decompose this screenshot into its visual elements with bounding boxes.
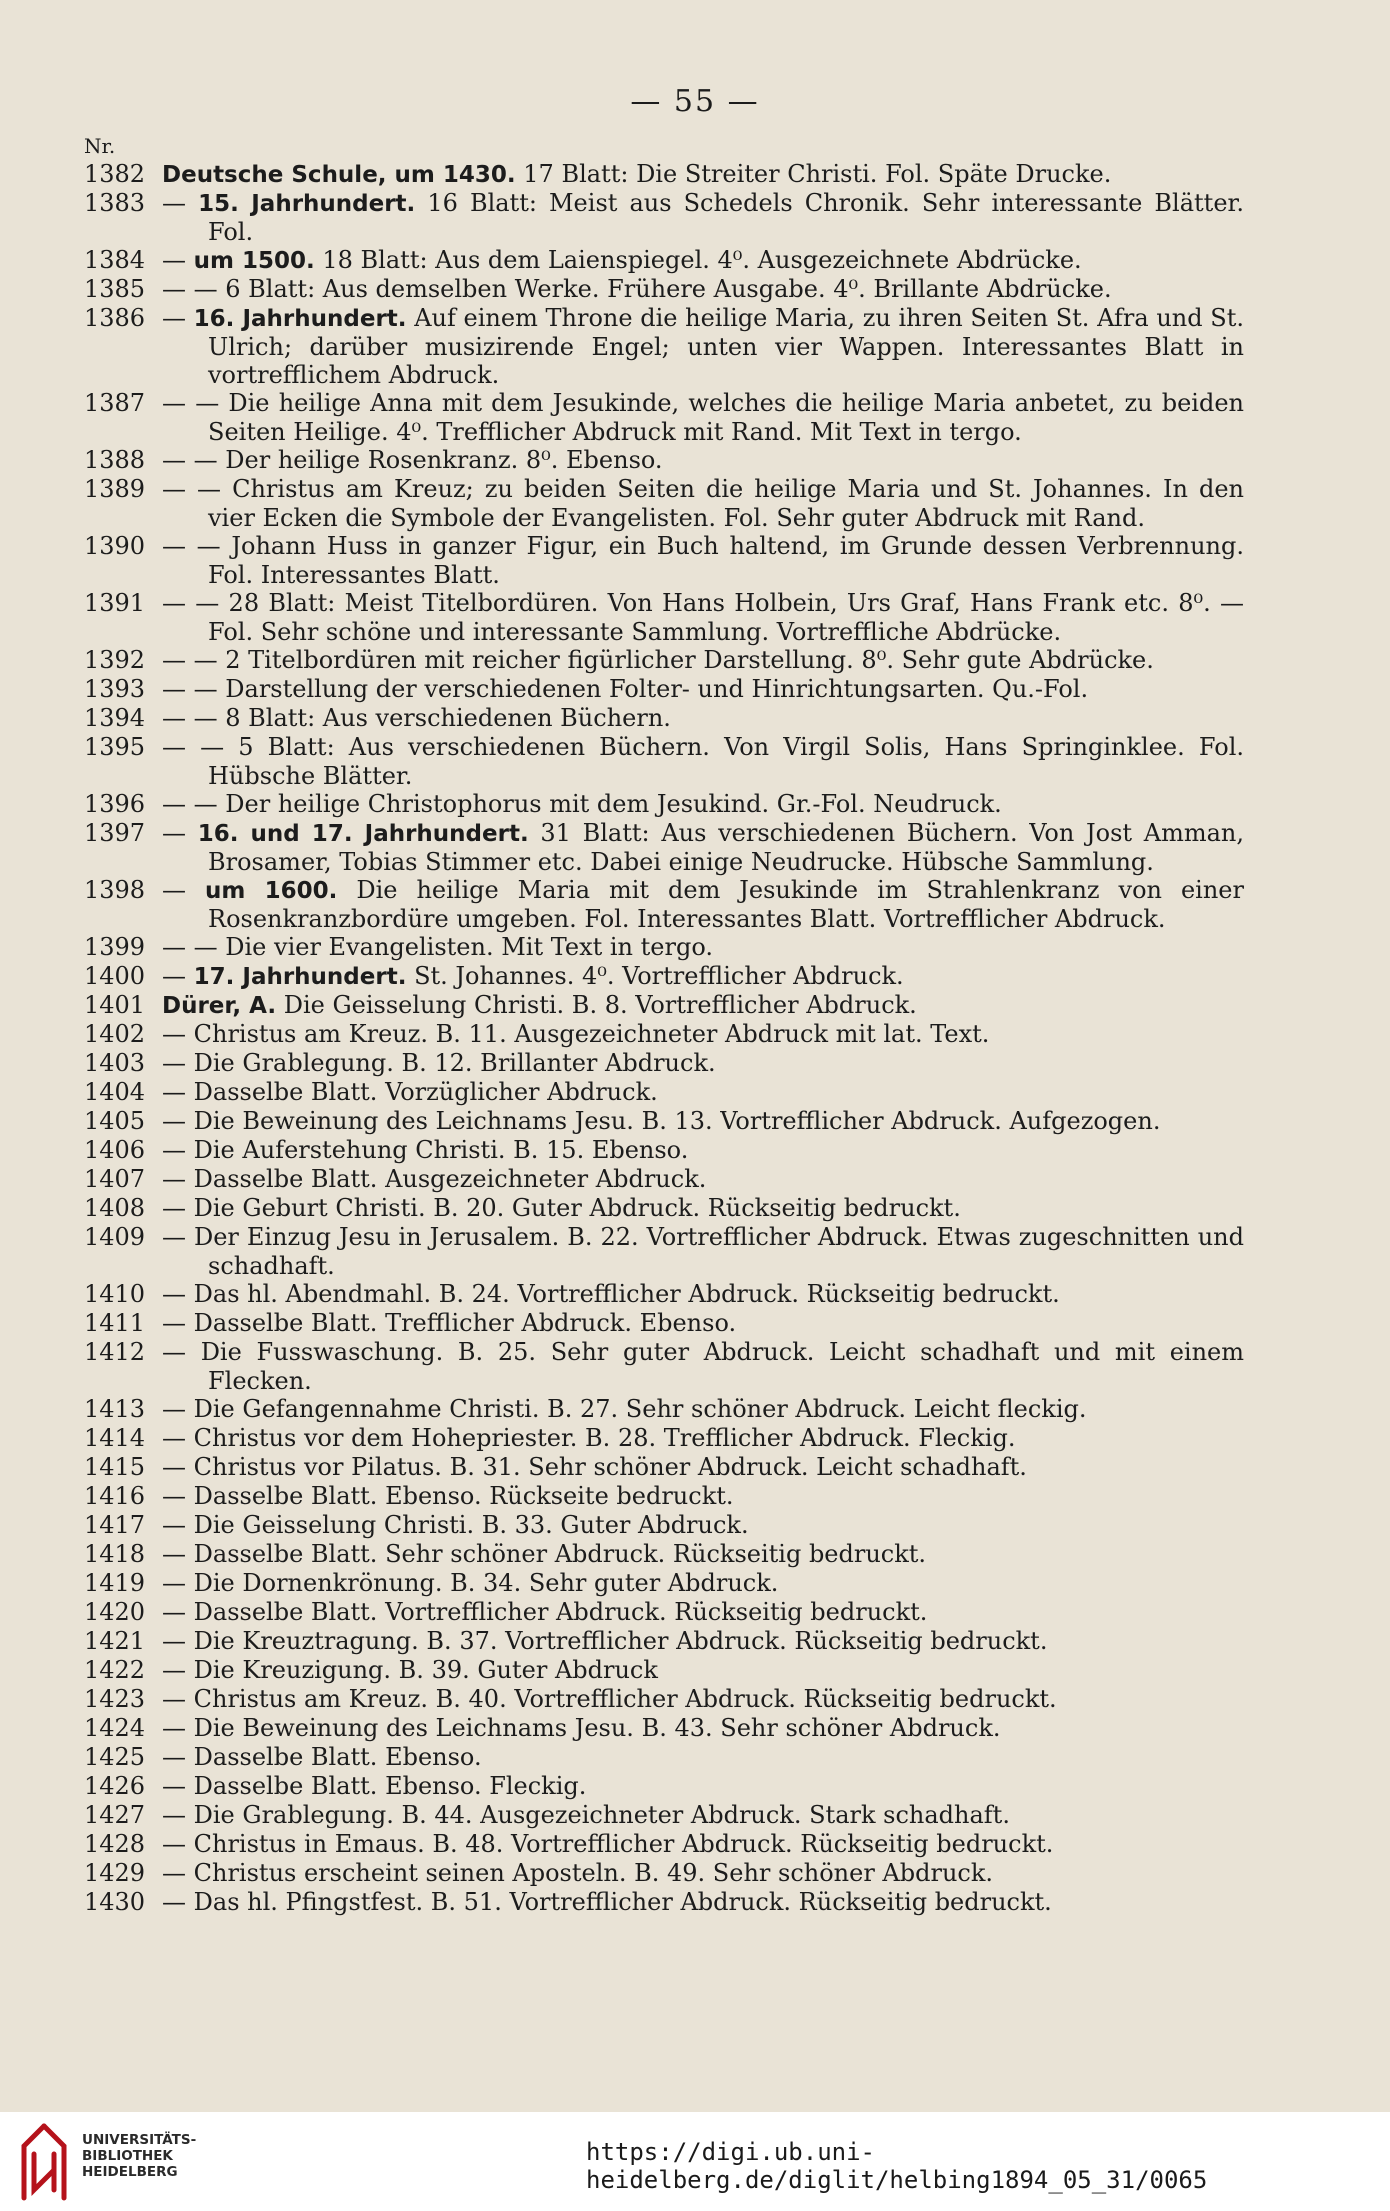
entry-number: 1388 [84,446,146,474]
entry-text: Die Kreuzigung. B. 39. Guter Abdruck [193,1656,658,1684]
catalog-entry [84,1627,1244,1656]
entry-text: Dasselbe Blatt. Ausgezeichneter Abdruck. [193,1165,707,1193]
entry-ditto-dash: — [162,1424,194,1452]
entry-ditto-dash: — [162,1309,194,1337]
entry-number: 1383 [84,189,146,217]
catalog-entry [84,1107,1244,1136]
catalog-entry [84,1338,1244,1395]
entry-text: Die Geisselung Christi. B. 33. Guter Abdruck. [193,1511,749,1539]
entry-description [162,1338,1244,1395]
entry-text: Die Geisselung Christi. B. 8. Vortrefflicher Abdruck. [276,991,917,1019]
catalog-entry [84,790,1244,819]
entry-number: 1415 [84,1453,146,1481]
catalog-entry [84,1830,1244,1859]
entry-description [162,1020,1244,1049]
entry-number: 1416 [84,1482,146,1510]
entry-description [162,246,1244,275]
entry-description [162,1165,1244,1194]
entry-ditto-dash: — [162,1136,194,1164]
entry-ditto-dash: — — [162,446,226,474]
entry-number: 1425 [84,1743,146,1771]
entry-ditto-dash: — [162,304,194,332]
entry-number: 1429 [84,1859,146,1887]
entry-text: Christus in Emaus. B. 48. Vortrefflicher Abdruck. Rückseitig bedruckt. [193,1830,1054,1858]
entry-text: 6 Blatt: Aus demselben Werke. Frühere Ausgabe. 4⁰. Brillante Abdrücke. [225,275,1112,303]
library-logo-icon [14,2120,74,2204]
entry-text: Die Grablegung. B. 44. Ausgezeichneter Abdruck. Stark schadhaft. [193,1801,1010,1829]
institution-line-2: BIBLIOTHEK [82,2148,173,2164]
entry-number: 1399 [84,933,146,961]
entry-heading: um 1500. [193,248,315,274]
entry-text: Christus erscheint seinen Aposteln. B. 49. Sehr schöner Abdruck. [193,1859,994,1887]
entry-description [162,1049,1244,1078]
catalog-entry [84,475,1244,532]
catalog-entry [84,246,1244,275]
entry-description [162,933,1244,962]
entry-text: Christus am Kreuz. B. 40. Vortrefflicher Abdruck. Rückseitig bedruckt. [193,1685,1057,1713]
entry-ditto-dash: — [162,1049,194,1077]
entry-ditto-dash: — [162,1569,194,1597]
entry-ditto-dash: — [162,1627,194,1655]
catalog-entry [84,1309,1244,1338]
entry-number: 1422 [84,1656,146,1684]
entry-ditto-dash: — [162,1511,194,1539]
entry-heading: Dürer, A. [162,993,277,1019]
entry-number: 1397 [84,819,146,847]
entry-text: Die vier Evangelisten. Mit Text in tergo. [225,933,713,961]
entry-description [162,1627,1244,1656]
entry-ditto-dash: — [162,1194,194,1222]
entry-ditto-dash: — [162,1482,194,1510]
entry-ditto-dash: — [162,1830,194,1858]
catalog-entry [84,1424,1244,1453]
entry-description [162,589,1244,646]
entry-description [162,1685,1244,1714]
entry-text: Die Kreuztragung. B. 37. Vortrefflicher Abdruck. Rückseitig bedruckt. [193,1627,1048,1655]
entry-description [162,1569,1244,1598]
entry-number: 1390 [84,532,146,560]
entry-number: 1424 [84,1714,146,1742]
entry-text: Christus am Kreuz. B. 11. Ausgezeichneter Abdruck mit lat. Text. [193,1020,990,1048]
entry-number: 1427 [84,1801,146,1829]
entry-ditto-dash: — [162,1743,194,1771]
entry-ditto-dash: — [162,1280,194,1308]
catalog-entry [84,1714,1244,1743]
entry-ditto-dash: — [162,1598,194,1626]
catalog-entry [84,446,1244,475]
entry-number: 1389 [84,475,146,503]
catalog-entry [84,1772,1244,1801]
entry-number: 1403 [84,1049,146,1077]
entry-ditto-dash: — [162,1888,194,1916]
entry-ditto-dash: — [162,1338,201,1366]
entry-number: 1394 [84,704,146,732]
entry-description [162,876,1244,933]
entry-description [162,1656,1244,1685]
entry-description [162,1223,1244,1280]
entry-description [162,1772,1244,1801]
catalog-entry [84,304,1244,389]
entry-ditto-dash: — [162,1223,194,1251]
entry-text: Die heilige Anna mit dem Jesukinde, welches die heilige Maria anbetet, zu beiden Seiten Heilige. 4⁰. Trefflicher Abdruck mit Rand. Mit Text in tergo. [208,389,1244,446]
entry-number: 1421 [84,1627,146,1655]
entry-description [162,704,1244,733]
entry-ditto-dash: — — [162,475,233,503]
entry-ditto-dash: — — [162,589,229,617]
catalog-entry [84,1453,1244,1482]
entry-description [162,389,1244,446]
entry-number: 1419 [84,1569,146,1597]
entry-ditto-dash: — [162,819,198,847]
entry-number: 1408 [84,1194,146,1222]
entry-text: Die Beweinung des Leichnams Jesu. B. 13. Vortrefflicher Abdruck. Aufgezogen. [193,1107,1161,1135]
entry-text: Die Fusswaschung. B. 25. Sehr guter Abdruck. Leicht schadhaft und mit einem Flecken. [200,1338,1244,1395]
entry-number: 1407 [84,1165,146,1193]
entry-description [162,1743,1244,1772]
entry-text: 17 Blatt: Die Streiter Christi. Fol. Späte Drucke. [515,160,1112,188]
entry-description [162,1309,1244,1338]
entry-ditto-dash: — [162,1685,194,1713]
entry-description [162,475,1244,532]
catalog-entry [84,1685,1244,1714]
catalog-entry [84,189,1244,246]
entry-ditto-dash: — — [162,733,239,761]
entry-text: Dasselbe Blatt. Ebenso. Rückseite bedruckt. [193,1482,734,1510]
entry-description [162,304,1244,389]
entry-ditto-dash: — [162,1772,194,1800]
column-header-nr: Nr. [84,134,116,158]
entry-heading: um 1600. [204,878,338,904]
catalog-entry [84,532,1244,589]
entry-description [162,189,1244,246]
entry-text: Die Dornenkrönung. B. 34. Sehr guter Abdruck. [193,1569,779,1597]
entry-description [162,962,1244,991]
entry-ditto-dash: — — [162,675,226,703]
entry-number: 1398 [84,876,146,904]
entry-number: 1418 [84,1540,146,1568]
entry-ditto-dash: — — [162,704,226,732]
entry-number: 1395 [84,733,146,761]
catalog-entry [84,1888,1244,1917]
entry-heading: 17. Jahrhundert. [193,964,407,990]
entry-description [162,1136,1244,1165]
entry-number: 1382 [84,160,146,188]
entry-description [162,1714,1244,1743]
entry-text: Die Beweinung des Leichnams Jesu. B. 43. Sehr schöner Abdruck. [193,1714,1001,1742]
entry-description [162,160,1244,189]
entry-description [162,1511,1244,1540]
catalog-entry [84,1078,1244,1107]
entry-number: 1411 [84,1309,146,1337]
entry-heading: 15. Jahrhundert. [198,191,416,217]
catalog-entry [84,991,1244,1020]
entry-number: 1405 [84,1107,146,1135]
entry-text: Dasselbe Blatt. Sehr schöner Abdruck. Rückseitig bedruckt. [193,1540,927,1568]
permalink-url[interactable]: https://digi.ub.uni-heidelberg.de/diglit/helbing1894_05_31/0065 [586,2138,1208,2194]
catalog-entry [84,1020,1244,1049]
entry-text: Das hl. Pfingstfest. B. 51. Vortrefflicher Abdruck. Rückseitig bedruckt. [193,1888,1052,1916]
entry-ditto-dash: — — [162,532,232,560]
catalog-entry [84,1136,1244,1165]
catalog-entry [84,1801,1244,1830]
entry-text: 31 Blatt: Aus verschiedenen Büchern. Von Jost Amman, Brosamer, Tobias Stimmer etc. Dabei einige Neudrucke. Hübsche Sammlung. [208,819,1244,876]
entry-number: 1413 [84,1395,146,1423]
entry-number: 1402 [84,1020,146,1048]
entry-number: 1387 [84,389,146,417]
entry-text: Christus vor Pilatus. B. 31. Sehr schöner Abdruck. Leicht schadhaft. [193,1453,1027,1481]
entry-description [162,446,1244,475]
catalog-list [84,160,1244,1917]
entry-ditto-dash: — [162,1107,194,1135]
catalog-entry [84,389,1244,446]
catalog-entry [84,1165,1244,1194]
catalog-entry [84,1743,1244,1772]
entry-number: 1400 [84,962,146,990]
entry-text: Der heilige Christophorus mit dem Jesukind. Gr.-Fol. Neudruck. [225,790,1002,818]
entry-description [162,1801,1244,1830]
entry-text: Dasselbe Blatt. Ebenso. Fleckig. [193,1772,587,1800]
entry-ditto-dash: — [162,1395,194,1423]
catalog-entry [84,675,1244,704]
catalog-entry [84,1194,1244,1223]
entry-description [162,646,1244,675]
entry-number: 1404 [84,1078,146,1106]
catalog-entry [84,1859,1244,1888]
entry-text: Die heilige Maria mit dem Jesukinde im Strahlenkranz von einer Rosenkranzbordüre umgeben. Fol. Interessantes Blatt. Vortrefflicher Abdruck. [208,876,1244,933]
catalog-entry [84,160,1244,189]
entry-text: Die Gefangennahme Christi. B. 27. Sehr schöner Abdruck. Leicht fleckig. [193,1395,1087,1423]
catalog-entry [84,733,1244,790]
entry-number: 1406 [84,1136,146,1164]
entry-number: 1426 [84,1772,146,1800]
entry-text: Christus vor dem Hohepriester. B. 28. Trefflicher Abdruck. Fleckig. [193,1424,1016,1452]
entry-text: Dasselbe Blatt. Ebenso. [193,1743,482,1771]
entry-number: 1420 [84,1598,146,1626]
entry-ditto-dash: — [162,1656,194,1684]
entry-text: Dasselbe Blatt. Trefflicher Abdruck. Ebenso. [193,1309,737,1337]
entry-text: Das hl. Abendmahl. B. 24. Vortrefflicher Abdruck. Rückseitig bedruckt. [193,1280,1060,1308]
entry-ditto-dash: — — [162,790,226,818]
entry-text: St. Johannes. 4⁰. Vortrefflicher Abdruck. [406,962,904,990]
entry-number: 1384 [84,246,146,274]
entry-ditto-dash: — [162,1165,194,1193]
catalog-entry [84,1280,1244,1309]
entry-ditto-dash: — [162,246,194,274]
entry-description [162,1424,1244,1453]
entry-ditto-dash: — — [162,389,229,417]
entry-number: 1396 [84,790,146,818]
institution-name [82,2132,196,2180]
entry-text: 2 Titelbordüren mit reicher figürlicher Darstellung. 8⁰. Sehr gute Abdrücke. [225,646,1154,674]
entry-number: 1414 [84,1424,146,1452]
page-number: — 55 — [630,84,760,119]
entry-ditto-dash: — [162,1714,194,1742]
entry-description [162,275,1244,304]
entry-ditto-dash: — [162,1801,194,1829]
entry-number: 1409 [84,1223,146,1251]
entry-description [162,1453,1244,1482]
entry-number: 1401 [84,991,146,1019]
entry-number: 1410 [84,1280,146,1308]
entry-description [162,819,1244,876]
entry-number: 1392 [84,646,146,674]
catalog-entry [84,933,1244,962]
entry-number: 1417 [84,1511,146,1539]
entry-ditto-dash: — [162,962,194,990]
entry-ditto-dash: — — [162,275,226,303]
catalog-entry [84,876,1244,933]
entry-text: 5 Blatt: Aus verschiedenen Büchern. Von Virgil Solis, Hans Springinklee. Fol. Hübsche Blätter. [208,733,1244,790]
catalog-entry [84,1049,1244,1078]
entry-description [162,1107,1244,1136]
catalog-entry [84,1511,1244,1540]
entry-text: Darstellung der verschiedenen Folter- und Hinrichtungsarten. Qu.-Fol. [225,675,1089,703]
entry-text: 18 Blatt: Aus dem Laienspiegel. 4⁰. Ausgezeichnete Abdrücke. [314,246,1082,274]
entry-text: Die Auferstehung Christi. B. 15. Ebenso. [193,1136,689,1164]
entry-description [162,1540,1244,1569]
entry-text: Der Einzug Jesu in Jerusalem. B. 22. Vortrefflicher Abdruck. Etwas zugeschnitten und schadhaft. [193,1223,1244,1280]
catalog-entry [84,704,1244,733]
entry-ditto-dash: — [162,1453,194,1481]
entry-text: Dasselbe Blatt. Vorzüglicher Abdruck. [193,1078,658,1106]
entry-heading: 16. Jahrhundert. [193,306,407,332]
entry-text: Die Grablegung. B. 12. Brillanter Abdruck. [193,1049,716,1077]
entry-ditto-dash: — — [162,646,226,674]
entry-description [162,532,1244,589]
entry-description [162,1859,1244,1888]
entry-number: 1423 [84,1685,146,1713]
catalog-entry [84,962,1244,991]
institution-line-3: HEIDELBERG [82,2164,178,2180]
entry-ditto-dash: — [162,1859,194,1887]
catalog-entry [84,1656,1244,1685]
catalog-entry [84,1540,1244,1569]
entry-number: 1391 [84,589,146,617]
entry-heading: 16. und 17. Jahrhundert. [197,821,529,847]
catalog-entry [84,589,1244,646]
entry-number: 1430 [84,1888,146,1916]
catalog-entry [84,1598,1244,1627]
entry-text: Die Geburt Christi. B. 20. Guter Abdruck. Rückseitig bedruckt. [193,1194,961,1222]
entry-description [162,1482,1244,1511]
entry-description [162,1888,1244,1917]
entry-text: Auf einem Throne die heilige Maria, zu ihren Seiten St. Afra und St. Ulrich; darüber musizirende Engel; unten vier Wappen. Interessantes Blatt in vortrefflichem Abdruck. [208,304,1244,389]
entry-number: 1386 [84,304,146,332]
catalog-entry [84,1223,1244,1280]
entry-ditto-dash: — [162,876,205,904]
entry-number: 1412 [84,1338,146,1366]
catalog-entry [84,1569,1244,1598]
catalog-entry [84,819,1244,876]
entry-ditto-dash: — [162,1540,194,1568]
entry-description [162,991,1244,1020]
entry-text: 16 Blatt: Meist aus Schedels Chronik. Sehr interessante Blätter. Fol. [208,189,1244,246]
institution-line-1: UNIVERSITÄTS- [82,2132,197,2148]
entry-ditto-dash: — [162,1078,194,1106]
entry-text: Johann Huss in ganzer Figur, ein Buch haltend, im Grunde dessen Verbrennung. Fol. Interessantes Blatt. [208,532,1245,589]
entry-number: 1385 [84,275,146,303]
entry-description [162,1395,1244,1424]
entry-description [162,790,1244,819]
entry-description [162,733,1244,790]
entry-text: 8 Blatt: Aus verschiedenen Büchern. [225,704,671,732]
entry-description [162,1078,1244,1107]
entry-description [162,1280,1244,1309]
catalog-entry [84,1395,1244,1424]
entry-ditto-dash: — [162,189,199,217]
entry-number: 1393 [84,675,146,703]
catalog-entry [84,1482,1244,1511]
entry-description [162,1194,1244,1223]
entry-text: Dasselbe Blatt. Vortrefflicher Abdruck. Rückseitig bedruckt. [193,1598,928,1626]
entry-number: 1428 [84,1830,146,1858]
entry-description [162,1830,1244,1859]
entry-ditto-dash: — — [162,933,226,961]
entry-description [162,1598,1244,1627]
entry-heading: Deutsche Schule, um 1430. [162,162,516,188]
entry-ditto-dash: — [162,1020,194,1048]
catalog-entry [84,275,1244,304]
entry-text: Christus am Kreuz; zu beiden Seiten die heilige Maria und St. Johannes. In den vier Ecken die Symbole der Evangelisten. Fol. Sehr guter Abdruck mit Rand. [208,475,1244,532]
entry-text: Der heilige Rosenkranz. 8⁰. Ebenso. [225,446,663,474]
catalog-entry [84,646,1244,675]
footer-bar [0,2112,1390,2211]
entry-description [162,675,1244,704]
entry-text: 28 Blatt: Meist Titelbordüren. Von Hans Holbein, Urs Graf, Hans Frank etc. 8⁰. — Fol. Sehr schöne und interessante Sammlung. Vortreffliche Abdrücke. [208,589,1244,646]
